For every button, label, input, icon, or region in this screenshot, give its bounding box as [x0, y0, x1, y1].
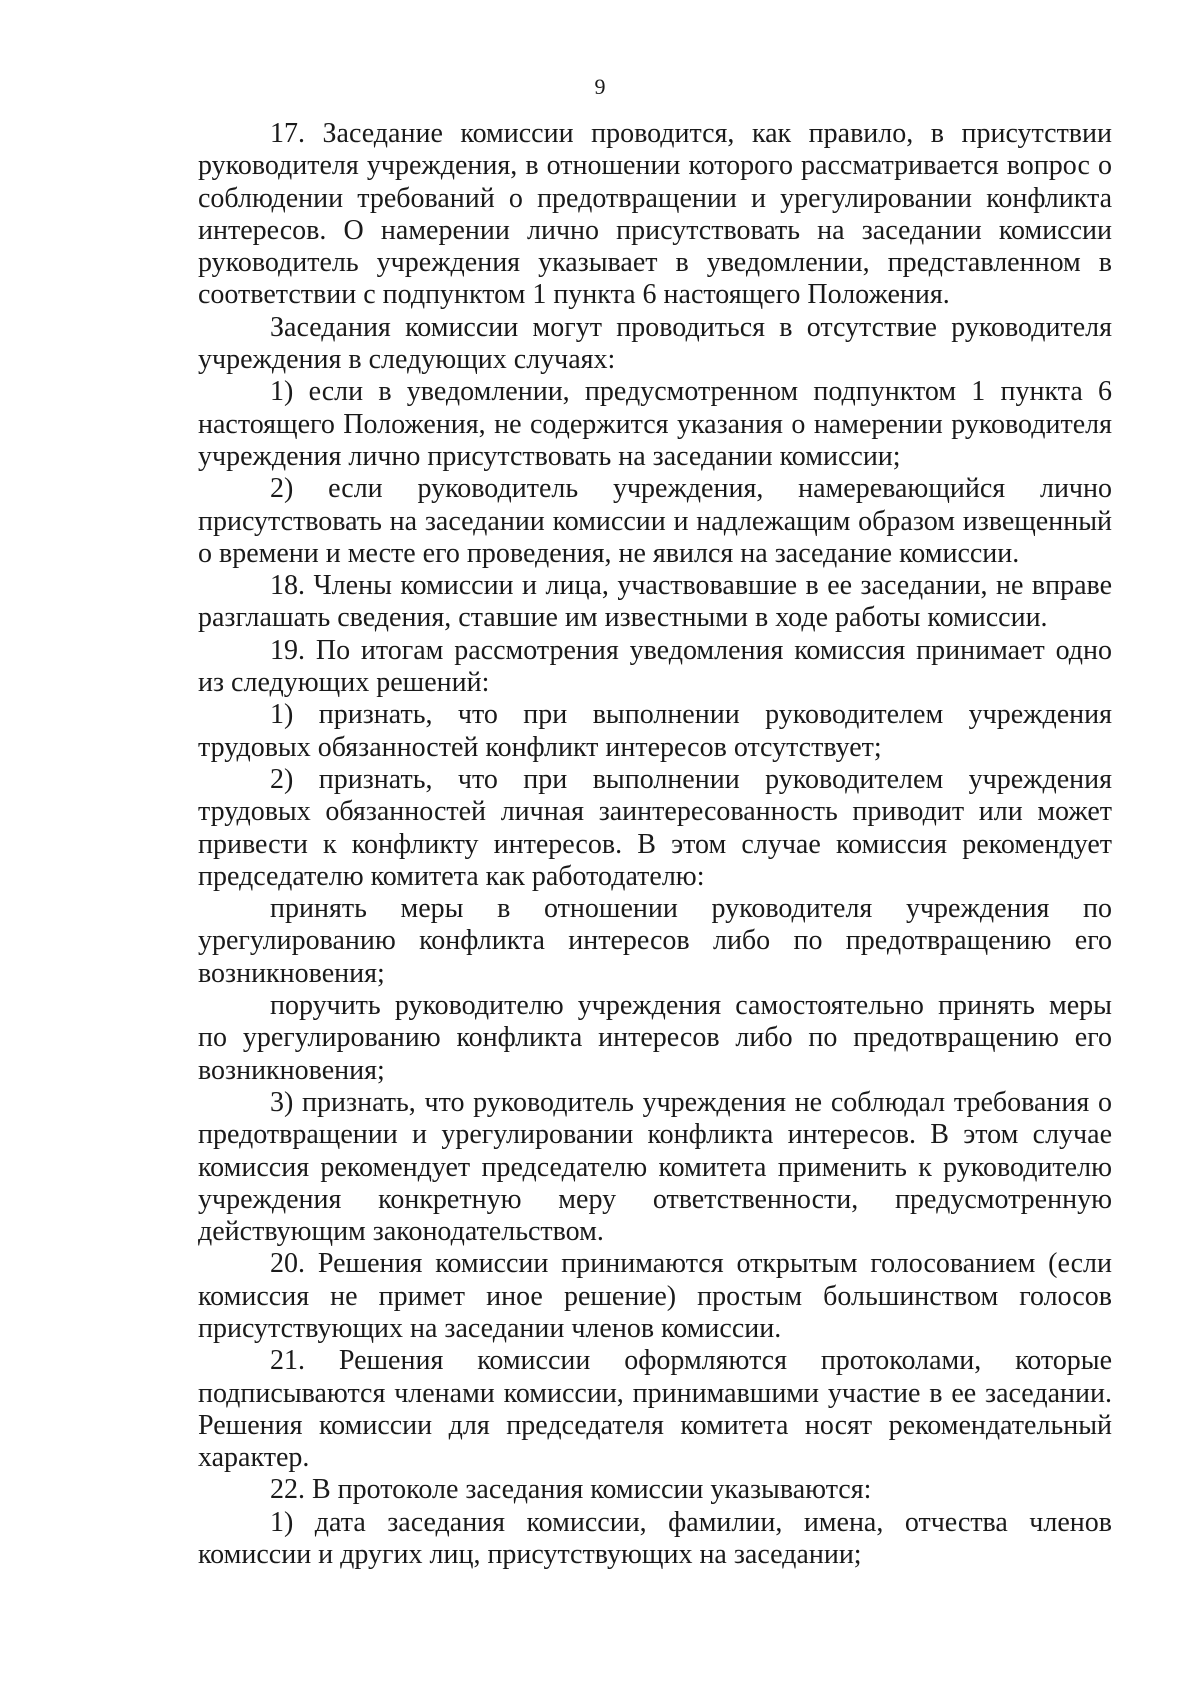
- paragraph: 22. В протоколе заседания комиссии указываются:: [270, 1474, 872, 1506]
- paragraph: 20. Решения комиссии принимаются открытым голосованием (если комиссия не примет иное решение) простым большинством голосов присутствующих на заседании членов комиссии.: [198, 1248, 1112, 1344]
- page-number: 9: [594, 74, 606, 99]
- paragraph: 18. Члены комиссии и лица, участвовавшие в ее заседании, не вправе разглашать сведения, ставшие им известными в ходе работы комиссии.: [198, 570, 1112, 634]
- document-body: [198, 118, 1112, 1571]
- paragraph: 1) дата заседания комиссии, фамилии, имена, отчества членов комиссии и других лиц, присутствующих на заседании;: [198, 1506, 1112, 1571]
- paragraph: 1) если в уведомлении, предусмотренном подпунктом 1 пункта 6 настоящего Положения, не содержится указания о намерении руководителя учреждения лично присутствовать на заседании комиссии;: [198, 376, 1112, 472]
- paragraph: Заседания комиссии могут проводиться в отсутствие руководителя учреждения в следующих случаях:: [198, 311, 1112, 376]
- paragraph: 19. По итогам рассмотрения уведомления комиссия принимает одно из следующих решений:: [198, 634, 1112, 699]
- paragraph: принять меры в отношении руководителя учреждения по урегулированию конфликта интересов либо по предотвращению его возникновения;: [198, 893, 1112, 989]
- paragraph: 17. Заседание комиссии проводится, как правило, в присутствии руководителя учреждения, в отношении которого рассматривается вопрос о соблюдении требований о предотвращении и урегулировании конфликта интересов. О намерении лично присутствовать на заседании комиссии руководитель учреждения указывает в уведомлении, представленном в соответствии с подпунктом 1 пункта 6 настоящего Положения.: [198, 118, 1112, 311]
- paragraph: 1) признать, что при выполнении руководителем учреждения трудовых обязанностей конфликт интересов отсутствует;: [198, 699, 1112, 763]
- paragraph: 21. Решения комиссии оформляются протоколами, которые подписываются членами комиссии, принимавшими участие в ее заседании. Решения комиссии для председателя комитета носят рекомендательный характер.: [198, 1345, 1112, 1474]
- paragraph: 2) если руководитель учреждения, намеревающийся лично присутствовать на заседании комиссии и надлежащим образом извещенный о времени и месте его проведения, не явился на заседание комиссии.: [198, 473, 1112, 569]
- paragraph: 3) признать, что руководитель учреждения не соблюдал требования о предотвращении и урегулировании конфликта интересов. В этом случае комиссия рекомендует председателю комитета применить к руководителю учреждения конкретную меру ответственности, предусмотренную действующим законодательством.: [198, 1086, 1112, 1248]
- paragraph: 2) признать, что при выполнении руководителем учреждения трудовых обязанностей личная заинтересованность приводит или может привести к конфликту интересов. В этом случае комиссия рекомендует председателю комитета как работодателю:: [198, 763, 1112, 892]
- paragraph: поручить руководителю учреждения самостоятельно принять меры по урегулированию конфликта интересов либо по предотвращению его возникновения;: [198, 990, 1112, 1086]
